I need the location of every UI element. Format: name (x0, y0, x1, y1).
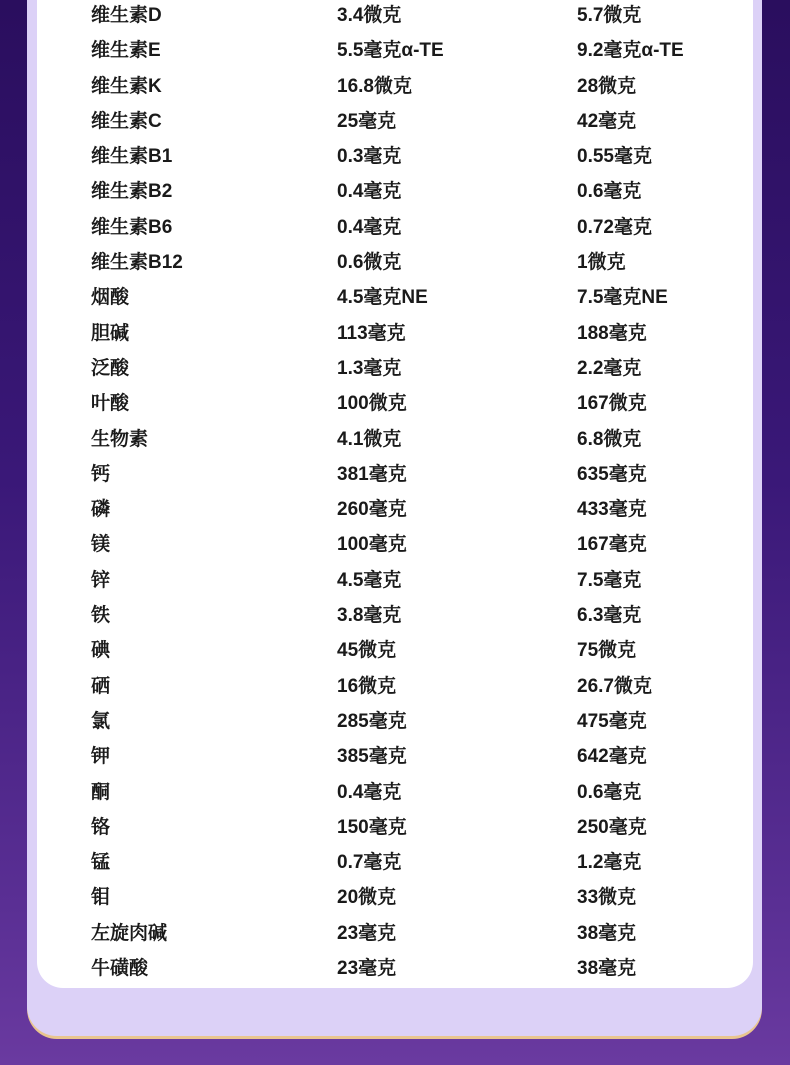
nutrient-value-column-1: 16微克 (337, 675, 397, 697)
nutrient-value-column-1: 113毫克 (337, 322, 406, 344)
nutrient-value-column-1: 0.4毫克 (337, 181, 402, 203)
nutrient-value-column-2: 38毫克 (577, 958, 637, 980)
nutrient-name: 烟酸 (91, 287, 130, 309)
nutrient-name: 锰 (91, 852, 111, 874)
nutrient-name: 维生素B2 (91, 181, 173, 203)
nutrient-name: 生物素 (91, 428, 149, 450)
nutrient-value-column-2: 167毫克 (577, 534, 647, 556)
nutrient-value-column-1: 3.4微克 (337, 5, 402, 26)
nutrient-value-column-2: 475毫克 (577, 710, 647, 732)
nutrient-value-column-2: 0.72毫克 (577, 216, 652, 238)
nutrient-value-column-2: 188毫克 (577, 322, 647, 344)
nutrient-value-column-2: 0.55毫克 (577, 146, 652, 168)
table-row (91, 422, 731, 457)
table-row (91, 457, 731, 492)
nutrient-name: 维生素K (91, 75, 162, 97)
nutrient-value-column-1: 4.5毫克 (337, 569, 402, 591)
nutrient-name: 牛磺酸 (91, 958, 149, 980)
table-row (91, 880, 731, 915)
table-row (91, 527, 731, 562)
nutrient-value-column-2: 6.3毫克 (577, 605, 642, 627)
table-row (91, 916, 731, 951)
nutrient-value-column-2: 250毫克 (577, 816, 647, 838)
nutrient-value-column-2: 635毫克 (577, 463, 647, 485)
nutrient-name: 镁 (91, 534, 111, 556)
nutrient-value-column-1: 150毫克 (337, 816, 407, 838)
table-row (91, 951, 731, 986)
nutrient-name: 维生素B12 (91, 252, 183, 274)
table-row (91, 598, 731, 633)
nutrient-value-column-1: 4.5毫克NE (337, 287, 428, 309)
nutrient-value-column-1: 16.8微克 (337, 75, 412, 97)
nutrient-name: 锌 (91, 569, 111, 591)
table-row (91, 351, 731, 386)
nutrient-value-column-2: 5.7微克 (577, 5, 642, 26)
nutrient-value-column-1: 0.4毫克 (337, 781, 402, 803)
nutrient-name: 磷 (91, 499, 111, 521)
nutrient-name: 维生素E (91, 40, 161, 62)
nutrient-value-column-1: 0.7毫克 (337, 852, 402, 874)
nutrient-name: 碘 (91, 640, 111, 662)
nutrient-name: 硒 (91, 675, 111, 697)
nutrient-value-column-1: 0.6微克 (337, 252, 402, 274)
nutrient-value-column-2: 75微克 (577, 640, 637, 662)
nutrient-name: 钙 (91, 463, 111, 485)
nutrient-value-column-1: 260毫克 (337, 499, 407, 521)
table-row (91, 280, 731, 315)
nutrient-name: 维生素D (91, 5, 162, 26)
table-row (91, 245, 731, 280)
table-row (91, 810, 731, 845)
nutrient-value-column-2: 0.6毫克 (577, 781, 642, 803)
nutrient-name: 维生素C (91, 110, 162, 132)
nutrient-value-column-2: 9.2毫克α-TE (577, 40, 684, 62)
nutrient-value-column-2: 33微克 (577, 887, 637, 909)
nutrient-name: 酮 (91, 781, 111, 803)
nutrient-value-column-2: 0.6毫克 (577, 181, 642, 203)
nutrient-value-column-2: 7.5毫克 (577, 569, 642, 591)
table-row (91, 845, 731, 880)
nutrient-name: 维生素B1 (91, 146, 173, 168)
nutrient-value-column-2: 6.8微克 (577, 428, 642, 450)
table-row (91, 139, 731, 174)
table-row (91, 210, 731, 245)
nutrient-name: 钼 (91, 887, 111, 909)
table-row (91, 633, 731, 668)
nutrient-value-column-1: 23毫克 (337, 958, 397, 980)
nutrient-name: 铬 (91, 816, 111, 838)
table-row (91, 775, 731, 810)
nutrient-value-column-2: 26.7微克 (577, 675, 652, 697)
table-row (91, 492, 731, 527)
nutrient-value-column-2: 38毫克 (577, 922, 637, 944)
nutrient-value-column-2: 1.2毫克 (577, 852, 642, 874)
nutrient-value-column-2: 42毫克 (577, 110, 637, 132)
nutrient-value-column-2: 7.5毫克NE (577, 287, 668, 309)
nutrient-name: 维生素B6 (91, 216, 173, 238)
nutrient-value-column-2: 167微克 (577, 393, 647, 415)
nutrient-value-column-1: 3.8毫克 (337, 605, 402, 627)
nutrient-value-column-1: 385毫克 (337, 746, 407, 768)
table-row (91, 33, 731, 68)
nutrient-value-column-1: 100微克 (337, 393, 407, 415)
nutrient-value-column-1: 23毫克 (337, 922, 397, 944)
nutrient-value-column-1: 0.4毫克 (337, 216, 402, 238)
table-row (91, 386, 731, 421)
nutrient-name: 铁 (91, 605, 111, 627)
nutrient-value-column-1: 285毫克 (337, 710, 407, 732)
table-row (91, 0, 731, 33)
table-row (91, 104, 731, 139)
table-row (91, 739, 731, 774)
nutrient-name: 左旋肉碱 (91, 922, 168, 944)
nutrient-name: 泛酸 (91, 357, 130, 379)
nutrient-value-column-1: 45微克 (337, 640, 397, 662)
table-row (91, 704, 731, 739)
nutrient-name: 胆碱 (91, 322, 130, 344)
nutrient-value-column-2: 28微克 (577, 75, 637, 97)
nutrition-table (91, 0, 731, 986)
nutrient-value-column-1: 5.5毫克α-TE (337, 40, 444, 62)
nutrient-name: 叶酸 (91, 393, 130, 415)
table-row (91, 69, 731, 104)
nutrient-name: 钾 (91, 746, 111, 768)
nutrient-value-column-1: 381毫克 (337, 463, 407, 485)
nutrient-value-column-1: 1.3毫克 (337, 357, 402, 379)
table-row (91, 316, 731, 351)
table-row (91, 669, 731, 704)
nutrient-value-column-1: 100毫克 (337, 534, 407, 556)
table-row (91, 174, 731, 209)
nutrient-value-column-2: 642毫克 (577, 746, 647, 768)
nutrient-value-column-2: 1微克 (577, 252, 626, 274)
nutrient-value-column-1: 0.3毫克 (337, 146, 402, 168)
nutrient-value-column-1: 25毫克 (337, 110, 397, 132)
nutrient-value-column-2: 2.2毫克 (577, 357, 642, 379)
nutrient-value-column-1: 4.1微克 (337, 428, 402, 450)
table-row (91, 563, 731, 598)
nutrient-value-column-2: 433毫克 (577, 499, 647, 521)
nutrient-name: 氯 (91, 710, 111, 732)
nutrient-value-column-1: 20微克 (337, 887, 397, 909)
